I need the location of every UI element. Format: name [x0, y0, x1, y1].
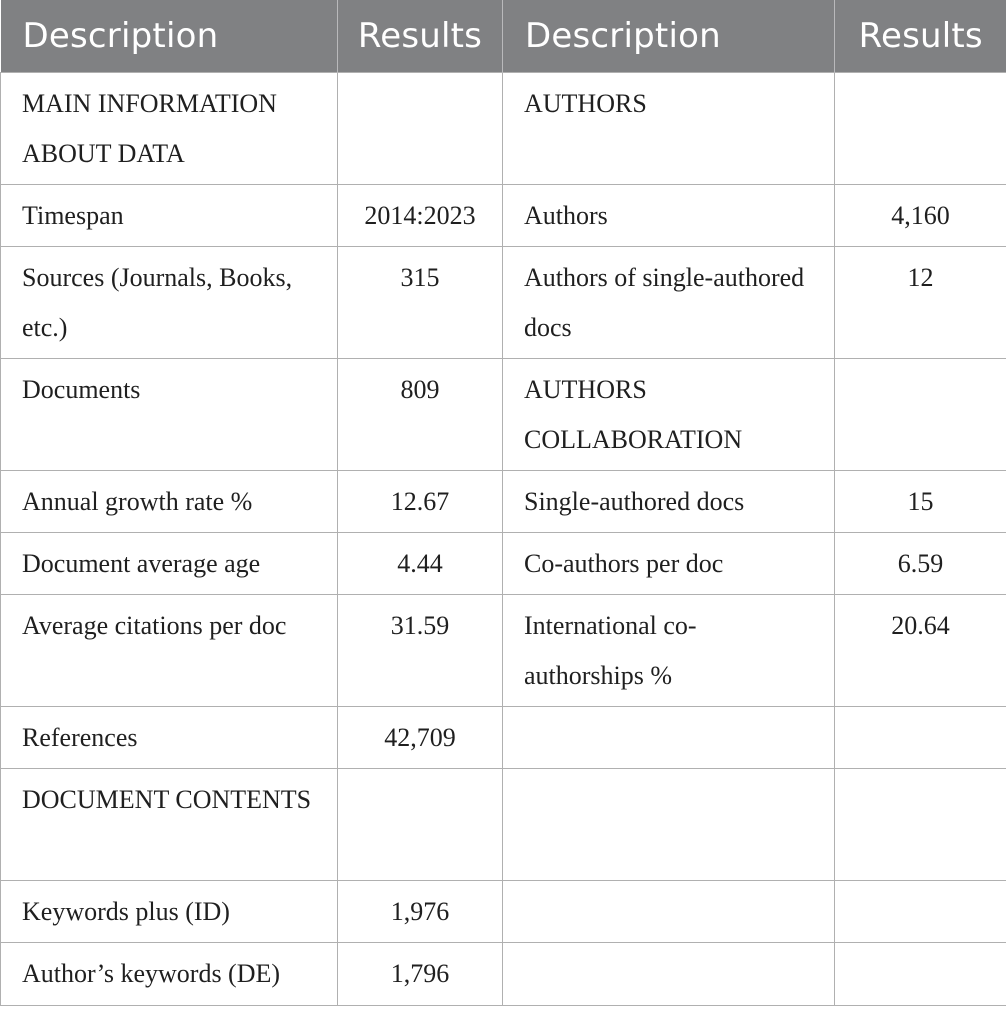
cell-description-right: Authors: [503, 185, 835, 247]
cell-description-left: MAIN INFORMATION ABOUT DATA: [1, 73, 338, 185]
table-row: [1, 247, 1006, 359]
cell-description-left: Keywords plus (ID): [1, 881, 338, 943]
cell-description-left: Timespan: [1, 185, 338, 247]
header-description-1: Description: [1, 0, 338, 73]
cell-result-left: 12.67: [338, 471, 503, 533]
header-results-2: Results: [835, 0, 1006, 73]
table-row: [1, 359, 1006, 471]
header-results-1: Results: [338, 0, 503, 73]
cell-description-left: Annual growth rate %: [1, 471, 338, 533]
cell-result-right: 12: [835, 247, 1006, 359]
cell-result-right: 15: [835, 471, 1006, 533]
cell-result-right: 6.59: [835, 533, 1006, 595]
cell-description-right: Single-authored docs: [503, 471, 835, 533]
cell-description-left: DOCUMENT CONTENTS: [1, 769, 338, 881]
table-row: [1, 769, 1006, 881]
cell-result-right: [835, 359, 1006, 471]
cell-description-right: Co-authors per doc: [503, 533, 835, 595]
cell-result-left: 315: [338, 247, 503, 359]
cell-description-right: AUTHORS: [503, 73, 835, 185]
table-body: [1, 73, 1006, 1006]
cell-result-left: 31.59: [338, 595, 503, 707]
cell-description-left: Author’s keywords (DE): [1, 943, 338, 1006]
cell-result-right: [835, 943, 1006, 1006]
cell-description-right: [503, 769, 835, 881]
table-row: [1, 881, 1006, 943]
cell-result-right: [835, 881, 1006, 943]
cell-result-left: [338, 769, 503, 881]
cell-result-right: 20.64: [835, 595, 1006, 707]
cell-description-right: [503, 707, 835, 769]
table-row: [1, 943, 1006, 1006]
cell-description-right: [503, 943, 835, 1006]
cell-result-left: 809: [338, 359, 503, 471]
table-row: [1, 73, 1006, 185]
cell-result-right: 4,160: [835, 185, 1006, 247]
cell-result-right: [835, 769, 1006, 881]
table-row: [1, 471, 1006, 533]
table-row: [1, 185, 1006, 247]
cell-result-right: [835, 707, 1006, 769]
header-row: [1, 0, 1006, 73]
cell-result-left: 2014:2023: [338, 185, 503, 247]
header-description-2: Description: [503, 0, 835, 73]
table-row: [1, 595, 1006, 707]
cell-result-left: 1,796: [338, 943, 503, 1006]
cell-description-left: Document average age: [1, 533, 338, 595]
cell-description-left: References: [1, 707, 338, 769]
cell-result-right: [835, 73, 1006, 185]
cell-description-right: [503, 881, 835, 943]
cell-description-left: Documents: [1, 359, 338, 471]
cell-result-left: 1,976: [338, 881, 503, 943]
table-row: [1, 533, 1006, 595]
table-row: [1, 707, 1006, 769]
cell-description-right: AUTHORS COLLABORATION: [503, 359, 835, 471]
cell-result-left: [338, 73, 503, 185]
cell-description-left: Average citations per doc: [1, 595, 338, 707]
cell-result-left: 4.44: [338, 533, 503, 595]
cell-description-left: Sources (Journals, Books, etc.): [1, 247, 338, 359]
cell-description-right: Authors of single-authored docs: [503, 247, 835, 359]
cell-result-left: 42,709: [338, 707, 503, 769]
table-header: [1, 0, 1006, 73]
cell-description-right: International co-authorships %: [503, 595, 835, 707]
